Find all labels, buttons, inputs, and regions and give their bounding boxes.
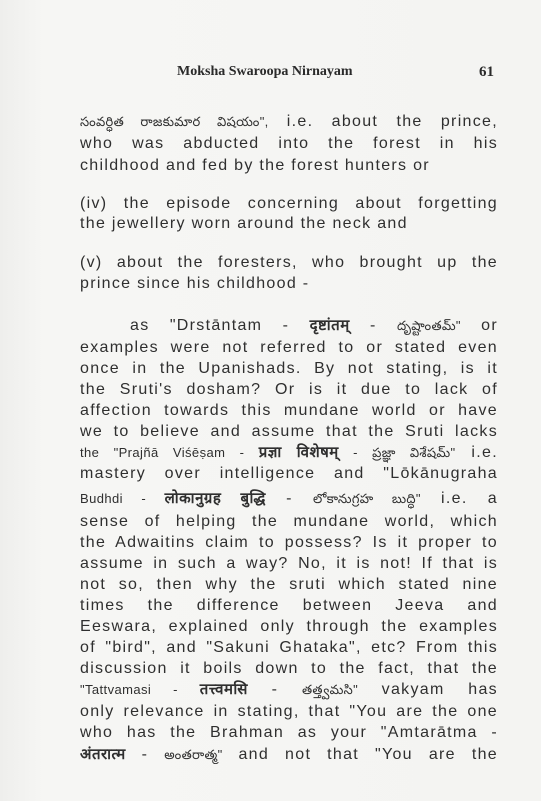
body-text: or <box>460 317 498 334</box>
page-number: 61 <box>479 64 494 80</box>
body-line: only relevance in stating, that "You are the one <box>80 703 498 720</box>
body-line <box>80 112 498 132</box>
body-text: - <box>338 445 373 460</box>
body-text: "Tattvamasi - <box>80 682 200 697</box>
running-header-title: Moksha Swaroopa Nirnayam <box>177 64 353 79</box>
body-line: the Adwaitins claim to possess? Is it proper to <box>80 534 498 551</box>
telugu-term: అంతరాత్మ" <box>164 747 223 762</box>
body-line: who has the Brahman as your "Amtarātma - <box>80 724 498 741</box>
body-line: childhood and fed by the forest hunters or <box>80 157 430 174</box>
body-line <box>80 680 498 700</box>
body-line: who was abducted into the forest in his <box>80 135 498 152</box>
devanagari-term: लोकानुग्रह बुद्धि <box>164 490 266 507</box>
body-text: - <box>247 681 302 698</box>
body-line: of "bird", and "Sakuni Ghataka", etc? From this <box>80 639 498 656</box>
body-text: - <box>349 317 397 334</box>
body-line <box>80 443 498 463</box>
list-item-v-line: prince since his childhood - <box>80 275 310 292</box>
list-item-iv-line: the jewellery worn around the neck and <box>80 215 408 232</box>
devanagari-term: प्रज्ञा विशेषम् <box>258 444 339 461</box>
body-line <box>80 489 498 509</box>
devanagari-term: तत्त्वमसि <box>199 681 248 698</box>
telugu-term: దృష్టాంతమ్" <box>396 318 461 333</box>
body-text: - <box>125 746 165 763</box>
list-item-iv-line: (iv) the episode concerning about forgetting <box>80 195 498 212</box>
list-item-v-line: (v) about the foresters, who brought up the <box>80 254 498 271</box>
body-line: Eeswara, explained only through the examples <box>80 618 498 635</box>
body-line: not so, then why the sruti which stated nine <box>80 576 498 593</box>
body-text: the "Prajñā Viśēṣam - <box>80 445 259 460</box>
body-line: times the difference between Jeeva and <box>80 597 498 614</box>
body-text: vakyam has <box>358 681 498 698</box>
body-text: - <box>265 490 314 507</box>
body-line: the Sruti's dosham? Or is it due to lack of <box>80 381 498 398</box>
telugu-term: తత్త్వమసి" <box>301 682 358 697</box>
body-line: assume in such a way? No, it is not! If that is <box>80 555 498 572</box>
body-line: we to believe and assume that the Sruti lacks <box>80 423 498 440</box>
telugu-term: ప్రజ్ఞా విశేషమ్" <box>372 445 456 460</box>
body-line: mastery over intelligence and "Lōkānugraha <box>80 465 498 482</box>
body-line: discussion it boils down to the fact, that the <box>80 660 498 677</box>
body-text: and not that "You are the <box>222 746 498 763</box>
body-line: examples were not referred to or stated even <box>80 339 498 356</box>
body-line: once in the Upanishads. By not stating, is it <box>80 360 498 377</box>
devanagari-term: अंतरात्म <box>80 746 126 763</box>
body-text: i.e. <box>455 444 498 461</box>
body-line: sense of helping the mundane world, which <box>80 513 498 530</box>
telugu-term: లోకానుగ్రహ బుద్ధి" <box>313 491 421 506</box>
telugu-phrase: సంవర్ధిత రాజకుమార విషయం", <box>80 114 269 129</box>
body-text: i.e. a <box>420 490 498 507</box>
body-line <box>80 745 498 765</box>
body-text: Budhdi - <box>80 491 165 506</box>
body-line <box>80 316 498 336</box>
body-line: affection towards this mundane world or have <box>80 402 498 419</box>
devanagari-term: दृष्टांतम् <box>309 317 350 334</box>
body-text: i.e. about the prince, <box>268 113 498 130</box>
body-text: as "Drstāntam - <box>130 317 310 334</box>
